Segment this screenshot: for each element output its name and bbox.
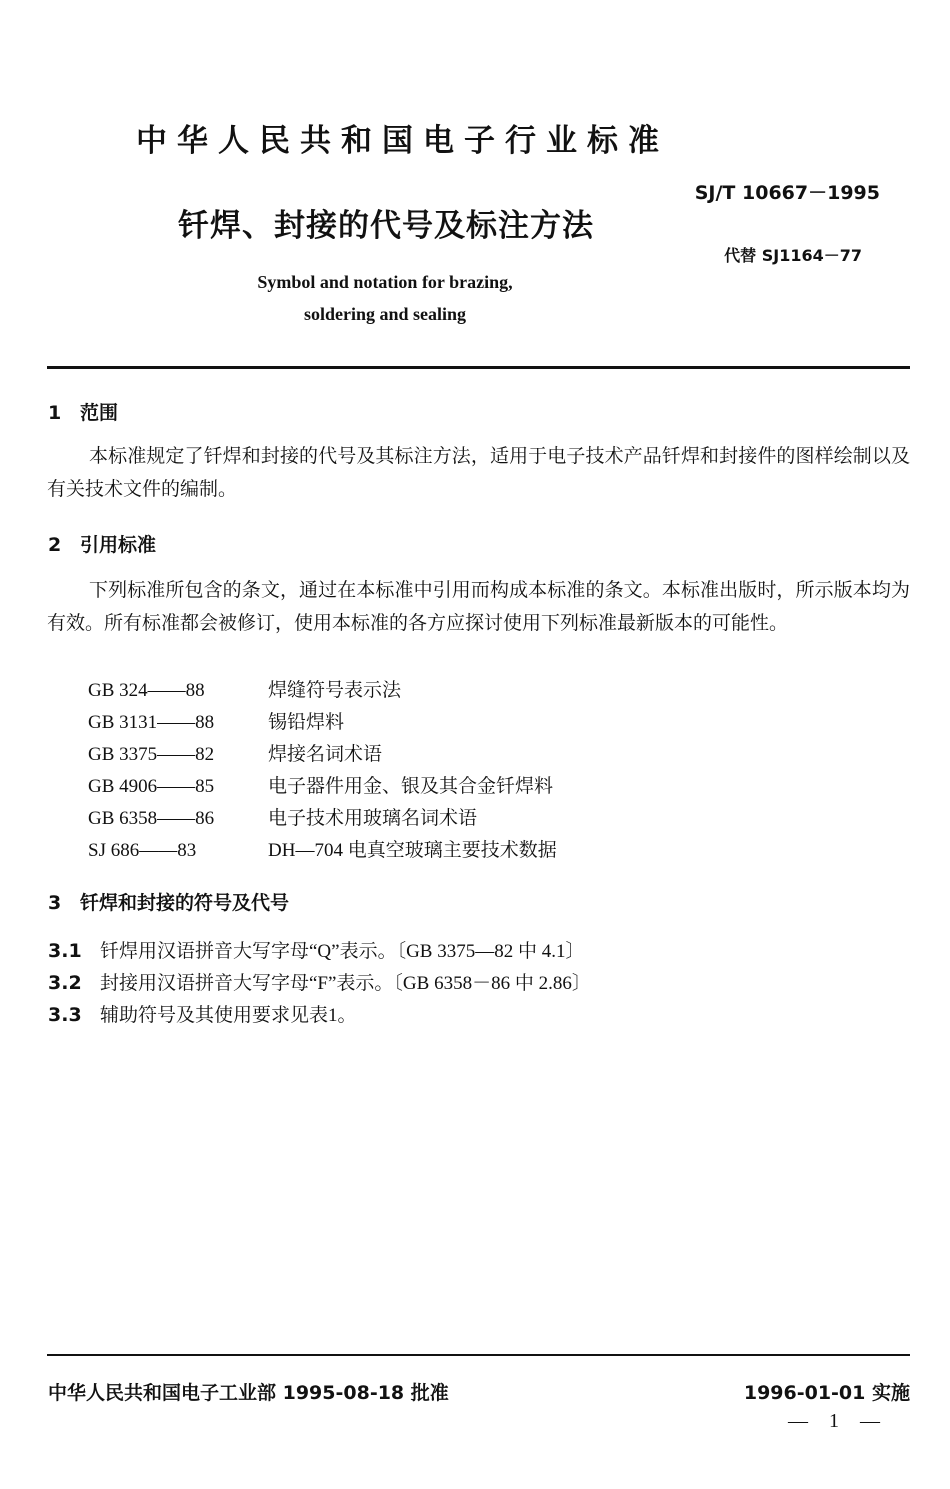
reference-item [88,835,557,867]
reference-title: 焊接名词术语 [268,744,383,765]
clause-text: 辅助符号及其使用要求见表1。 [100,1005,357,1026]
section-number: 3 [48,892,62,914]
section-2-text: 下列标准所包含的条文，通过在本标准中引用而构成本标准的条文。本标准出版时，所示版本均为有效。所有标准都会被修订，使用本标准的各方应探讨使用下列标准最新版本的可能性。 [47,580,910,634]
standard-number: SJ/T 10667－1995 [694,182,880,204]
reference-item [88,771,557,803]
reference-code: SJ 686——83 [88,840,197,861]
reference-code: GB 324——88 [88,680,205,701]
reference-title: 焊缝符号表示法 [268,680,402,701]
title-en-line-1: Symbol and notation for brazing, [257,272,513,292]
section-1-heading [48,398,118,425]
section-number: 2 [48,534,62,556]
clause-3-2 [48,968,591,995]
reference-code: GB 3375——82 [88,744,215,765]
reference-code: GB 6358——86 [88,808,215,829]
approval-statement: 中华人民共和国电子工业部 1995-08-18 批准 [48,1382,449,1404]
clause-number: 3.1 [48,940,82,962]
reference-title: DH—704 电真空玻璃主要技术数据 [268,840,557,861]
section-title: 范围 [80,402,119,424]
reference-code: GB 3131——88 [88,712,215,733]
reference-item [88,707,557,739]
replaces-standard: 代替 SJ1164－77 [724,246,862,265]
page-number: — 1 — [788,1410,888,1432]
reference-code: GB 4906——85 [88,776,215,797]
clause-number: 3.2 [48,972,82,994]
issuing-organization: 中华人民共和国电子行业标准 [136,123,669,159]
effective-date: 1996-01-01 实施 [743,1382,910,1404]
header-divider [47,366,910,369]
section-3-heading [48,888,289,915]
clause-text: 钎焊用汉语拼音大写字母“Q”表示。〔GB 3375—82 中 4.1〕 [100,941,585,962]
reference-item [88,675,557,707]
title-en-line-2: soldering and sealing [303,304,467,324]
clause-3-1 [48,936,584,963]
reference-item [88,739,557,771]
reference-title: 锡铅焊料 [268,712,345,733]
section-title: 引用标准 [80,534,157,556]
clause-3-3 [48,1000,357,1027]
document-title-en [150,266,620,330]
clause-text: 封接用汉语拼音大写字母“F”表示。〔GB 6358－86 中 2.86〕 [100,973,591,994]
section-2-heading [48,530,156,557]
section-number: 1 [48,402,62,424]
reference-title: 电子器件用金、银及其合金钎焊料 [268,776,554,797]
footer-divider [47,1354,910,1356]
reference-title: 电子技术用玻璃名词术语 [268,808,478,829]
clause-number: 3.3 [48,1004,82,1026]
reference-item [88,803,557,835]
reference-list [88,675,557,867]
section-title: 钎焊和封接的符号及代号 [80,892,290,914]
section-1-text: 本标准规定了钎焊和封接的代号及其标注方法，适用于电子技术产品钎焊和封接件的图样绘制以及有关技术文件的编制。 [47,446,910,500]
document-title-cn: 钎焊、封接的代号及标注方法 [178,208,594,244]
